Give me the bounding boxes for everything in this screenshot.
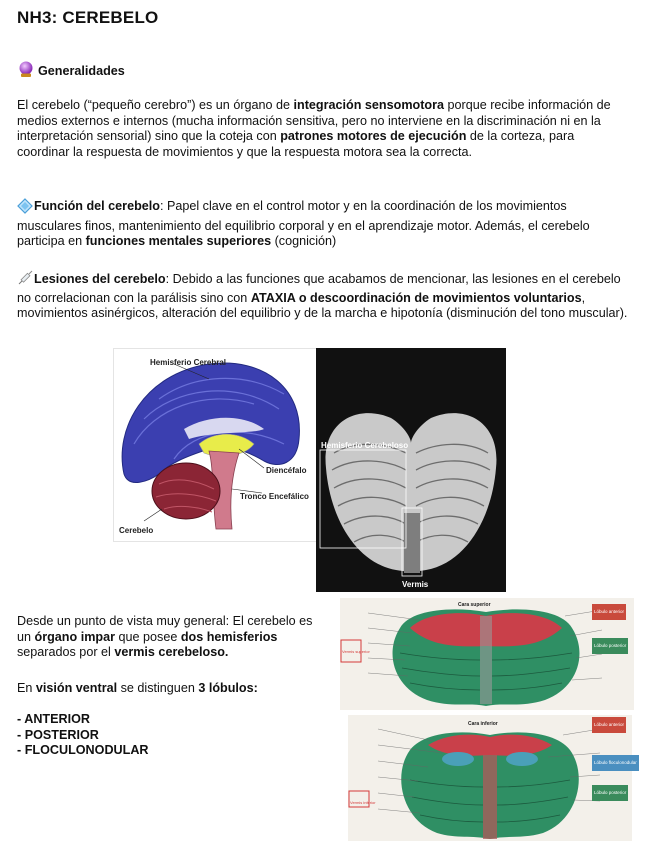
label-vermis: Vermis: [402, 580, 429, 589]
tag-vermis-superior: Vermis superior: [342, 649, 370, 654]
tag-lobulo-floculonodular: Lóbulo floculonodular: [592, 755, 639, 771]
tag-inferior-lobulo-posterior: Lóbulo posterior: [592, 785, 628, 801]
page-title: NH3: CEREBELO: [17, 8, 159, 27]
brain-sagittal-illustration: [114, 349, 316, 541]
label-diencefalo: Diencéfalo: [266, 466, 307, 475]
generalidades-heading: [17, 60, 125, 83]
brain-sagittal-figure: [113, 348, 317, 542]
tag-lobulo-anterior: Lóbulo anterior: [592, 604, 626, 620]
funcion-heading: Función del cerebelo: [34, 199, 160, 213]
cerebellum-superior-illustration: [340, 598, 634, 710]
label-hemisferio-cerebral: Hemisferio Cerebral: [150, 358, 227, 367]
lobes-list: [17, 712, 149, 759]
label-cara-superior: Cara superior: [458, 602, 491, 608]
list-item: - ANTERIOR: [17, 712, 90, 726]
syringe-icon: [17, 270, 33, 291]
generalidades-paragraph: El cerebelo (“pequeño cerebro”) es un órgano de integración sensomotora porque recibe información de medios externos e internos (mucha información sensitiva, pero no interviene en la discriminación ni en la interpretación sensorial) sino que la coteja con patrones motores de ejecución de la corteza, para coordinar la respuesta de movimientos y que la respuesta motora sea la correcta.: [17, 98, 611, 159]
cerebellum-inferior-figure: [348, 715, 637, 841]
label-tronco-encefalico: Tronco Encefálico: [240, 492, 309, 501]
tag-inferior-lobulo-anterior: Lóbulo anterior: [592, 717, 626, 733]
funcion-paragraph: Función del cerebelo: Papel clave en el control motor y en la coordinación de los movimientos musculares finos, mantenimiento del equilibrio corporal y en el aprendizaje motor. Además, el cerebelo participa en funciones mentales superiores (cognición): [17, 199, 590, 249]
cerebellum-photo-illustration: [316, 348, 506, 592]
lesiones-paragraph: Lesiones del cerebelo: Debido a las funciones que acabamos de mencionar, las lesiones en el cerebelo no correlacionan con la parálisis sino con ATAXIA o descoordinación de movimientos voluntarios, movimientos asinérgicos, alteración del equilibrio y de la marcha e hipotonía (disminución del tono muscular).: [17, 272, 628, 321]
label-cara-inferior: Cara inferior: [468, 721, 498, 727]
overview-paragraph: Desde un punto de vista muy general: El cerebelo es un órgano impar que posee dos hemisferios separados por el vermis cerebeloso.: [17, 614, 313, 660]
cerebellum-inferior-illustration: [348, 715, 632, 841]
tag-lobulo-posterior: Lóbulo posterior: [592, 638, 628, 654]
list-item: - FLOCULONODULAR: [17, 743, 149, 758]
label-hemisferio-cerebeloso: Hemisferio Cerebeloso: [321, 441, 409, 450]
crystal-ball-icon: [17, 60, 35, 83]
cerebellum-photo-figure: [316, 348, 506, 592]
tag-vermis-inferior: Vermis inferior: [350, 800, 376, 805]
label-cerebelo: Cerebelo: [119, 526, 154, 535]
cerebellum-superior-figure: [340, 598, 634, 710]
generalidades-label: Generalidades: [38, 63, 125, 78]
lesiones-heading: Lesiones del cerebelo: [34, 272, 166, 286]
ventral-view-paragraph: En visión ventral se distinguen 3 lóbulos:: [17, 681, 258, 695]
diamond-icon: [17, 198, 33, 219]
list-item: - POSTERIOR: [17, 727, 99, 742]
